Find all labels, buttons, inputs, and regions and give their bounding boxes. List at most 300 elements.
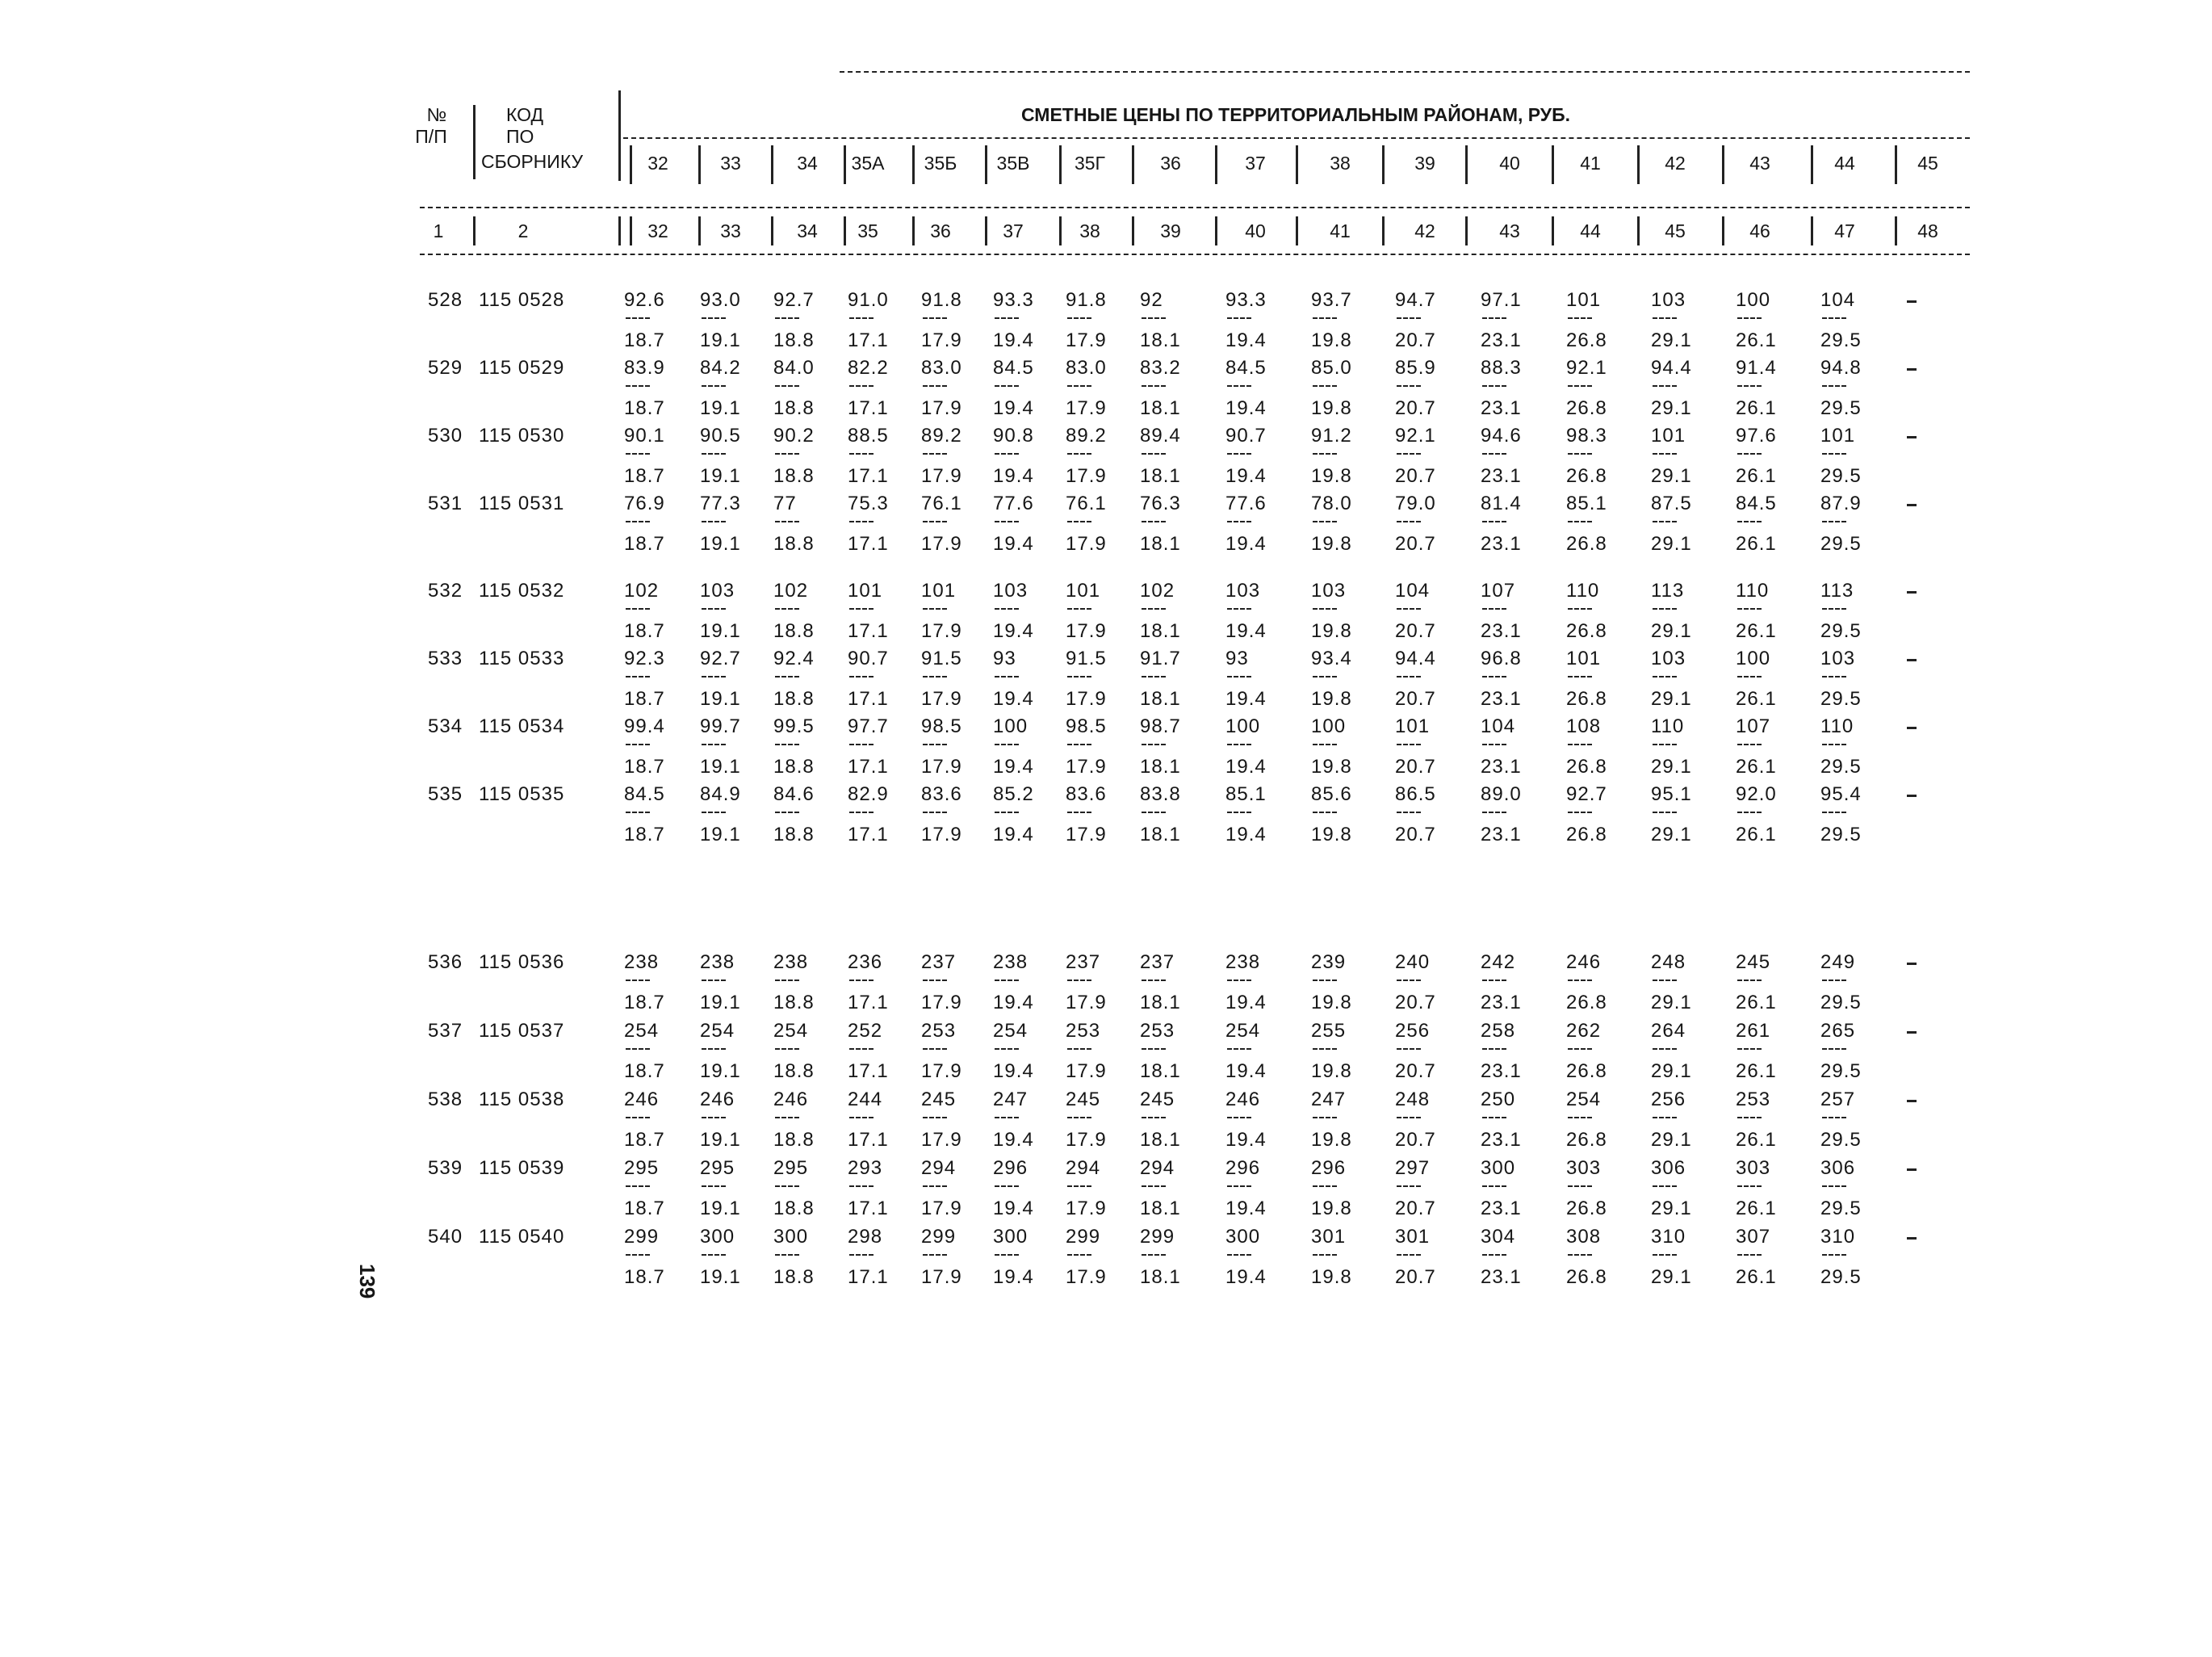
index-divider-18 [1895,216,1897,245]
price-value: 87.5 [1651,493,1692,514]
price-value-bottom: 17.1 [848,620,889,642]
header-rule-index-top [420,207,1970,208]
index-cell-2: 32 [647,220,668,241]
fraction-line [1482,453,1506,455]
fraction-line [1397,385,1421,387]
price-value: 247 [993,1089,1028,1110]
fraction-line [1227,812,1251,813]
fraction-line [995,453,1019,455]
fraction-line [1568,1254,1592,1256]
price-value-bottom: 19.8 [1311,1129,1352,1151]
fraction-line [626,812,650,813]
price-value-bottom: 23.1 [1481,465,1522,487]
price-value-bottom: 17.9 [921,1266,962,1288]
price-value-bottom: 18.7 [624,397,665,419]
price-value-bottom: 29.5 [1820,1198,1862,1219]
price-value-bottom: 19.8 [1311,1198,1352,1219]
price-value: 84.5 [624,783,665,805]
fraction-line [702,608,726,610]
price-value: 88.3 [1481,357,1522,379]
fraction-line [702,1048,726,1050]
price-value: 299 [1066,1226,1101,1248]
price-value-bottom: 26.1 [1736,1198,1777,1219]
row-code: 115 0535 [479,783,565,805]
fraction-line [1482,1254,1506,1256]
fraction-line [1227,1185,1251,1187]
price-value-bottom: 17.9 [921,1198,962,1219]
price-value-bottom: 17.1 [848,329,889,351]
price-value-bottom: 19.1 [700,824,741,845]
fraction-line [995,744,1019,745]
price-value: 246 [624,1089,660,1110]
price-value: 100 [1736,648,1771,669]
price-value: 82.9 [848,783,889,805]
price-value: 84.9 [700,783,741,805]
price-value-bottom: 29.1 [1651,397,1692,419]
fraction-line [1067,385,1091,387]
price-value-bottom: 19.4 [993,992,1034,1013]
price-value-bottom: 17.1 [848,465,889,487]
price-value: 85.1 [1225,783,1267,805]
price-value-bottom: 26.1 [1736,992,1777,1013]
price-value: 84.0 [773,357,815,379]
fraction-line [923,1254,947,1256]
fraction-line [995,1117,1019,1118]
last-column-dash [1907,504,1917,506]
price-value: 295 [700,1157,735,1179]
fraction-line [702,744,726,745]
price-value-bottom: 18.7 [624,533,665,555]
fraction-line [1822,317,1846,319]
vbar-code [618,90,621,181]
fraction-line [923,812,947,813]
price-value-bottom: 23.1 [1481,397,1522,419]
fraction-line [995,1048,1019,1050]
fraction-line [1067,980,1091,981]
fraction-line [1822,453,1846,455]
fraction-line [923,676,947,677]
fraction-line [1313,1185,1337,1187]
price-value-bottom: 29.1 [1651,329,1692,351]
price-value: 254 [1566,1089,1602,1110]
price-value: 107 [1481,580,1516,602]
price-value-bottom: 18.1 [1140,824,1181,845]
price-value: 92.6 [624,289,665,311]
fraction-line [1737,1254,1762,1256]
price-value: 83.8 [1140,783,1181,805]
price-value: 254 [624,1020,660,1042]
fraction-line [995,521,1019,522]
fraction-line [1142,317,1166,319]
price-value: 102 [624,580,660,602]
price-value: 110 [1820,715,1854,737]
price-value-bottom: 17.1 [848,397,889,419]
district-header-5: 35В [996,153,1030,174]
price-value: 254 [700,1020,735,1042]
price-value: 300 [773,1226,809,1248]
price-value: 82.2 [848,357,889,379]
price-value: 99.5 [773,715,815,737]
price-value-bottom: 18.8 [773,992,815,1013]
price-value: 97.1 [1481,289,1522,311]
fraction-line [1822,1254,1846,1256]
row-code: 115 0530 [479,425,565,447]
fraction-line [923,1185,947,1187]
price-value: 110 [1651,715,1685,737]
price-value: 88.5 [848,425,889,447]
price-value-bottom: 19.4 [1225,1266,1267,1288]
price-value-bottom: 19.1 [700,1129,741,1151]
district-divider-9 [1296,145,1298,184]
index-divider-0 [473,216,475,245]
price-value: 99.4 [624,715,665,737]
fraction-line [995,812,1019,813]
price-value: 91.0 [848,289,889,311]
price-value-bottom: 18.8 [773,329,815,351]
district-header-13: 42 [1665,153,1686,174]
price-value: 300 [1481,1157,1516,1179]
fraction-line [626,521,650,522]
price-value: 91.5 [1066,648,1107,669]
fraction-line [1313,744,1337,745]
fraction-line [775,812,799,813]
fraction-line [1482,812,1506,813]
price-value-bottom: 26.8 [1566,397,1607,419]
price-value: 84.5 [1736,493,1777,514]
price-value: 77.3 [700,493,741,514]
price-value: 90.5 [700,425,741,447]
last-column-dash [1907,300,1917,303]
row-code: 115 0529 [479,357,565,379]
price-value-bottom: 18.1 [1140,1198,1181,1219]
price-value: 90.7 [1225,425,1267,447]
price-value-bottom: 18.1 [1140,1060,1181,1082]
price-value-bottom: 26.1 [1736,329,1777,351]
price-value: 254 [1225,1020,1261,1042]
price-value-bottom: 23.1 [1481,1129,1522,1151]
header-code-label: КОД [506,104,544,125]
price-value: 262 [1566,1020,1602,1042]
price-value: 91.4 [1736,357,1777,379]
price-value-bottom: 19.1 [700,329,741,351]
price-value: 100 [1736,289,1771,311]
price-value-bottom: 29.1 [1651,1129,1692,1151]
fraction-line [923,1048,947,1050]
price-value-bottom: 18.1 [1140,397,1181,419]
fraction-line [1313,1048,1337,1050]
price-value-bottom: 19.8 [1311,620,1352,642]
price-value-bottom: 29.5 [1820,329,1862,351]
price-value-bottom: 19.4 [993,465,1034,487]
fraction-line [1653,744,1677,745]
district-divider-4 [912,145,915,184]
price-value: 238 [993,951,1028,973]
price-value-bottom: 26.1 [1736,688,1777,710]
fraction-line [995,980,1019,981]
fraction-line [626,1048,650,1050]
price-value-bottom: 19.4 [1225,397,1267,419]
row-code: 115 0532 [479,580,565,602]
price-value: 253 [921,1020,957,1042]
price-value-bottom: 19.4 [1225,329,1267,351]
district-header-6: 35Г [1074,153,1106,174]
price-value: 300 [993,1226,1028,1248]
price-value-bottom: 26.1 [1736,620,1777,642]
price-value-bottom: 18.8 [773,465,815,487]
fraction-line [626,453,650,455]
price-value-bottom: 17.9 [1066,992,1107,1013]
fraction-line [1653,453,1677,455]
index-divider-6 [912,216,915,245]
price-value: 306 [1651,1157,1686,1179]
price-value: 93.4 [1311,648,1352,669]
price-value-bottom: 20.7 [1395,533,1436,555]
price-value: 89.4 [1140,425,1181,447]
fraction-line [775,521,799,522]
price-value-bottom: 18.7 [624,1266,665,1288]
fraction-line [1142,521,1166,522]
price-value-bottom: 19.1 [700,1060,741,1082]
price-value: 238 [700,951,735,973]
price-value-bottom: 18.8 [773,397,815,419]
fraction-line [1737,385,1762,387]
price-value-bottom: 17.9 [1066,465,1107,487]
fraction-line [849,980,873,981]
price-value-bottom: 17.9 [1066,688,1107,710]
price-value-bottom: 29.5 [1820,1129,1862,1151]
fraction-line [1653,521,1677,522]
district-header-14: 43 [1749,153,1770,174]
price-value-bottom: 26.1 [1736,1129,1777,1151]
price-value-bottom: 20.7 [1395,688,1436,710]
fraction-line [1822,1117,1846,1118]
price-value-bottom: 19.1 [700,397,741,419]
fraction-line [1397,744,1421,745]
price-value-bottom: 17.9 [921,1129,962,1151]
price-value: 93 [1225,648,1249,669]
index-cell-11: 41 [1330,220,1351,241]
price-value: 306 [1820,1157,1856,1179]
price-value: 94.8 [1820,357,1862,379]
price-value-bottom: 17.9 [1066,533,1107,555]
price-value-bottom: 18.7 [624,329,665,351]
price-value-bottom: 17.9 [921,533,962,555]
price-value-bottom: 19.8 [1311,397,1352,419]
fraction-line [1313,317,1337,319]
index-divider-9 [1132,216,1134,245]
index-divider-11 [1296,216,1298,245]
fraction-line [1227,1048,1251,1050]
price-value-bottom: 26.8 [1566,533,1607,555]
price-value: 84.2 [700,357,741,379]
row-number: 539 [428,1157,463,1179]
price-value-bottom: 29.5 [1820,992,1862,1013]
price-value: 90.8 [993,425,1034,447]
fraction-line [626,317,650,319]
price-value-bottom: 29.1 [1651,1060,1692,1082]
price-value: 113 [1651,580,1685,602]
price-value: 81.4 [1481,493,1522,514]
fraction-line [1313,1117,1337,1118]
row-code: 115 0538 [479,1089,565,1110]
price-value: 92.3 [624,648,665,669]
fraction-line [923,521,947,522]
fraction-line [775,385,799,387]
price-value-bottom: 17.9 [921,620,962,642]
fraction-line [702,676,726,677]
price-value-bottom: 18.7 [624,465,665,487]
fraction-line [1482,385,1506,387]
price-value: 98.5 [921,715,962,737]
district-header-4: 35Б [924,153,957,174]
fraction-line [849,744,873,745]
fraction-line [1397,812,1421,813]
price-value-bottom: 26.1 [1736,1266,1777,1288]
price-value-bottom: 26.8 [1566,1129,1607,1151]
fraction-line [1568,608,1592,610]
price-value-bottom: 19.4 [993,397,1034,419]
index-divider-13 [1465,216,1468,245]
index-divider-17 [1811,216,1813,245]
price-value: 299 [1140,1226,1175,1248]
fraction-line [1568,1048,1592,1050]
fraction-line [626,1254,650,1256]
district-divider-7 [1132,145,1134,184]
price-value: 298 [848,1226,883,1248]
price-value-bottom: 20.7 [1395,329,1436,351]
price-value: 307 [1736,1226,1771,1248]
price-value: 107 [1736,715,1771,737]
fraction-line [1737,1048,1762,1050]
fraction-line [1142,1117,1166,1118]
price-value-bottom: 23.1 [1481,533,1522,555]
last-column-dash [1907,1100,1917,1102]
price-value-bottom: 18.1 [1140,620,1181,642]
price-value-bottom: 29.5 [1820,397,1862,419]
price-value: 103 [1651,289,1686,311]
fraction-line [1482,317,1506,319]
district-divider-6 [1059,145,1062,184]
price-value: 238 [1225,951,1261,973]
fraction-line [1142,1185,1166,1187]
fraction-line [849,1048,873,1050]
price-value-bottom: 20.7 [1395,1129,1436,1151]
price-value: 242 [1481,951,1516,973]
fraction-line [1313,521,1337,522]
fraction-line [1397,453,1421,455]
price-value: 92.7 [700,648,741,669]
fraction-line [1067,744,1091,745]
fraction-line [1397,980,1421,981]
fraction-line [1227,744,1251,745]
price-value-bottom: 26.1 [1736,756,1777,778]
price-value-bottom: 17.9 [1066,1198,1107,1219]
fraction-line [1737,521,1762,522]
fraction-line [1227,608,1251,610]
price-value-bottom: 29.5 [1820,756,1862,778]
price-value-bottom: 26.8 [1566,1266,1607,1288]
fraction-line [626,608,650,610]
price-value: 256 [1651,1089,1686,1110]
fraction-line [702,1117,726,1118]
fraction-line [1737,744,1762,745]
header-rule-mid [623,137,1970,139]
fraction-line [849,1117,873,1118]
price-value-bottom: 23.1 [1481,329,1522,351]
price-value: 97.7 [848,715,889,737]
price-value-bottom: 19.4 [1225,688,1267,710]
price-value-bottom: 18.1 [1140,756,1181,778]
index-divider-10 [1215,216,1217,245]
price-value-bottom: 23.1 [1481,1198,1522,1219]
price-value: 102 [773,580,809,602]
price-value-bottom: 18.8 [773,533,815,555]
district-header-9: 38 [1330,153,1351,174]
price-value-bottom: 29.5 [1820,1266,1862,1288]
fraction-line [702,1254,726,1256]
fraction-line [1653,676,1677,677]
price-value: 299 [624,1226,660,1248]
price-value: 295 [624,1157,660,1179]
district-divider-12 [1552,145,1554,184]
price-value: 93.7 [1311,289,1352,311]
price-value: 295 [773,1157,809,1179]
fraction-line [626,676,650,677]
price-value-bottom: 18.8 [773,1129,815,1151]
district-header-10: 39 [1414,153,1435,174]
row-number: 528 [428,289,463,311]
price-value-bottom: 17.1 [848,824,889,845]
district-header-15: 44 [1834,153,1855,174]
row-number: 540 [428,1226,463,1248]
district-header-3: 35А [851,153,885,174]
price-value: 85.6 [1311,783,1352,805]
price-value: 83.0 [1066,357,1107,379]
price-value: 310 [1820,1226,1856,1248]
price-value: 239 [1311,951,1347,973]
price-value-bottom: 18.7 [624,1129,665,1151]
price-value: 91.8 [1066,289,1107,311]
price-value: 299 [921,1226,957,1248]
fraction-line [1482,676,1506,677]
fraction-line [702,317,726,319]
last-column-dash [1907,436,1917,438]
price-value: 264 [1651,1020,1686,1042]
price-value-bottom: 19.4 [993,688,1034,710]
fraction-line [1142,608,1166,610]
price-value-bottom: 17.9 [921,329,962,351]
price-value: 77.6 [993,493,1034,514]
price-value-bottom: 19.1 [700,533,741,555]
price-value: 304 [1481,1226,1516,1248]
price-value: 237 [1066,951,1101,973]
price-value: 97.6 [1736,425,1777,447]
district-header-16: 45 [1917,153,1938,174]
price-value-bottom: 18.7 [624,1198,665,1219]
fraction-line [923,1117,947,1118]
price-value: 99.7 [700,715,741,737]
fraction-line [1397,1117,1421,1118]
header-rule-top [840,71,1970,73]
fraction-line [1482,1048,1506,1050]
price-value-bottom: 18.8 [773,1266,815,1288]
fraction-line [1067,453,1091,455]
price-value-bottom: 17.9 [921,992,962,1013]
price-value: 253 [1140,1020,1175,1042]
fraction-line [1227,385,1251,387]
price-value: 246 [1566,951,1602,973]
price-value: 245 [1736,951,1771,973]
